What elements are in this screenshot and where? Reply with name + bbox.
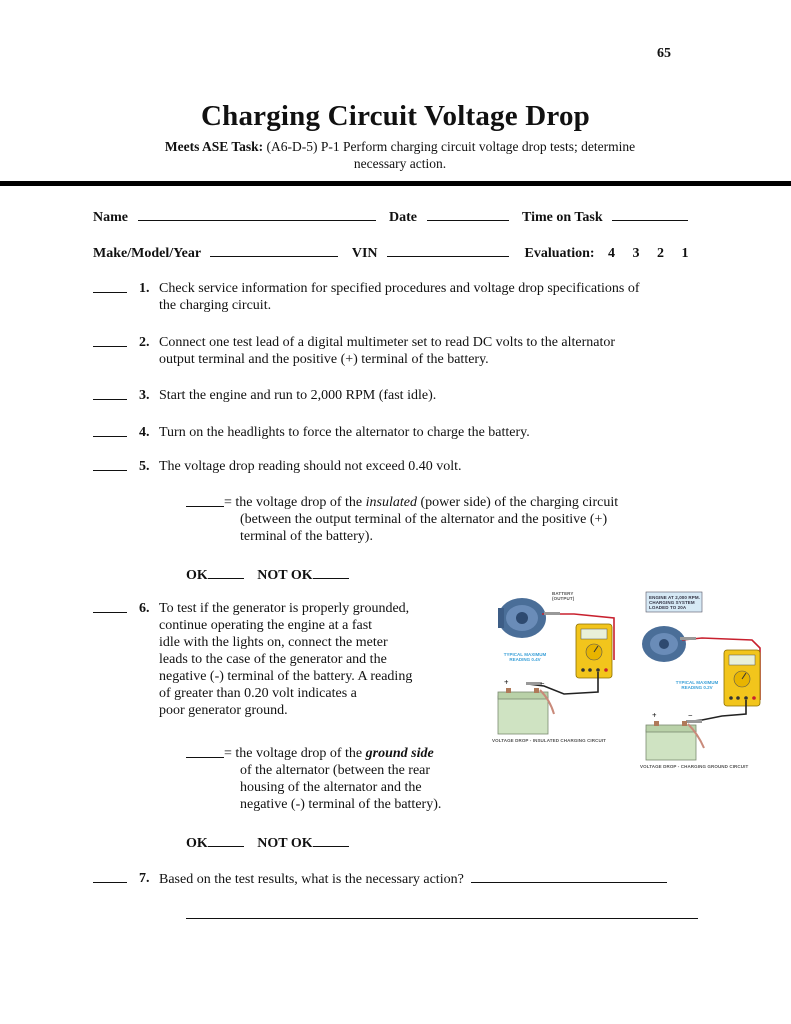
step-4-checkbox-line[interactable] — [93, 424, 127, 437]
step-text-line: the charging circuit. — [159, 298, 272, 313]
step-7-checkbox-line[interactable] — [93, 870, 127, 883]
step-text — [159, 334, 615, 368]
step-text-line: Check service information for specified procedures and voltage drop specifications of — [159, 281, 640, 296]
page-number: 65 — [657, 46, 671, 61]
evaluation-score-3[interactable]: 3 — [632, 246, 640, 261]
not-ok-field[interactable] — [313, 834, 349, 847]
info-row-2 — [93, 244, 689, 262]
sub-emphasis: ground side — [365, 746, 434, 761]
not-ok-label: NOT OK — [257, 836, 313, 851]
vin-field[interactable] — [387, 244, 509, 257]
insulated-circuit-diagram — [484, 588, 629, 758]
sub-text-line: negative (-) terminal of the battery). — [240, 797, 442, 812]
step-text: Start the engine and run to 2,000 RPM (fast idle). — [159, 388, 437, 403]
sub-text-line: (between the output terminal of the alternator and the positive (+) — [240, 512, 608, 527]
necessary-action-field[interactable] — [471, 870, 667, 883]
necessary-action-field-line-2[interactable] — [186, 918, 698, 919]
step-text-line: negative (-) terminal of the battery. A reading — [159, 669, 413, 684]
info-row-1 — [93, 208, 688, 226]
sub-text-line: terminal of the battery). — [240, 529, 373, 544]
battery-output-label: BATTERY (OUTPUT) — [552, 591, 575, 601]
svg-text:−: − — [688, 711, 693, 720]
ase-label: Meets ASE Task: — [164, 139, 264, 154]
ground-drop-field[interactable] — [186, 745, 224, 758]
multimeter-icon — [576, 624, 612, 678]
evaluation-score-1[interactable]: 1 — [681, 246, 689, 261]
ase-text: (A6-D-5) P-1 Perform charging circuit voltage drop tests; determine — [263, 139, 636, 154]
svg-text:+: + — [504, 678, 509, 687]
name-label: Name — [93, 210, 128, 225]
step-3-checkbox-line[interactable] — [93, 387, 127, 400]
date-label: Date — [389, 210, 417, 225]
svg-text:+: + — [652, 711, 657, 720]
sub-text: = the voltage drop of the — [224, 746, 366, 761]
step-number: 5. — [139, 459, 150, 474]
step-text-line: Based on the test results, what is the necessary action? — [159, 872, 464, 887]
ok-label: OK — [186, 836, 208, 851]
time-on-task-label: Time on Task — [522, 210, 603, 225]
step-text — [159, 870, 667, 888]
step-2 — [93, 334, 713, 370]
step-text-line: of greater than 0.20 volt indicates a — [159, 686, 357, 701]
multimeter-icon — [724, 650, 760, 706]
sub-emphasis: insulated — [365, 495, 417, 510]
ase-text-2: necessary action. — [353, 156, 447, 171]
step-number: 4. — [139, 425, 150, 440]
step-text-line: Connect one test lead of a digital multimeter set to read DC volts to the alternator — [159, 335, 616, 350]
engine-condition-label: ENGINE AT 2,000 RPM. CHARGING SYSTEM LOADED TO 20A — [649, 595, 701, 610]
step-6-checkbox-line[interactable] — [93, 600, 127, 613]
step-text-line: poor generator ground. — [159, 703, 288, 718]
ok-not-ok-row-2 — [186, 834, 349, 852]
step-3 — [93, 387, 713, 405]
step-number: 1. — [139, 281, 150, 296]
step-number: 3. — [139, 388, 150, 403]
make-model-year-label: Make/Model/Year — [93, 246, 201, 261]
step-text-line: leads to the case of the generator and the — [159, 652, 387, 667]
step-text: Turn on the headlights to force the alternator to charge the battery. — [159, 425, 530, 440]
make-model-year-field[interactable] — [210, 244, 338, 257]
ase-task — [100, 138, 700, 172]
vin-label: VIN — [351, 246, 378, 261]
step-text-line: output terminal and the positive (+) terminal of the battery. — [159, 352, 489, 367]
step-2-checkbox-line[interactable] — [93, 334, 127, 347]
diagram-caption: VOLTAGE DROP - CHARGING GROUND CIRCUIT — [640, 764, 749, 769]
step-text-line: continue operating the engine at a fast — [159, 618, 373, 633]
evaluation-score-2[interactable]: 2 — [657, 246, 665, 261]
sub-text: (power side) of the charging circuit — [416, 495, 619, 510]
ok-field[interactable] — [208, 566, 244, 579]
ground-circuit-diagram — [632, 588, 787, 773]
step-4 — [93, 424, 713, 442]
step-text-line: To test if the generator is properly grounded, — [159, 601, 410, 616]
step-number: 2. — [139, 335, 150, 350]
sub-text: = the voltage drop of the — [224, 495, 366, 510]
step-5-checkbox-line[interactable] — [93, 458, 127, 471]
step-text — [159, 280, 640, 314]
not-ok-label: NOT OK — [257, 568, 313, 583]
insulated-circuit-illustration — [484, 588, 629, 758]
evaluation-score-4[interactable]: 4 — [608, 246, 616, 261]
ok-field[interactable] — [208, 834, 244, 847]
not-ok-field[interactable] — [313, 566, 349, 579]
step-6 — [93, 600, 473, 724]
step-1-checkbox-line[interactable] — [93, 280, 127, 293]
typical-max-reading-label: TYPICAL MAXIMUM READING 0.4V — [503, 652, 547, 662]
ok-label: OK — [186, 568, 208, 583]
step-1 — [93, 280, 713, 316]
typical-max-reading-label: TYPICAL MAXIMUM READING 0.2V — [675, 680, 719, 690]
date-field[interactable] — [427, 208, 509, 221]
header-divider — [0, 181, 791, 186]
step-5-measurement — [186, 494, 686, 545]
time-on-task-field[interactable] — [612, 208, 688, 221]
insulated-drop-field[interactable] — [186, 494, 224, 507]
alternator-icon — [498, 598, 546, 638]
sub-text-line: housing of the alternator and the — [240, 780, 422, 795]
step-6-measurement — [186, 745, 486, 813]
battery-icon — [646, 711, 704, 760]
step-7 — [93, 870, 713, 888]
step-text: The voltage drop reading should not exceed 0.40 volt. — [159, 459, 462, 474]
svg-text:−: − — [540, 679, 545, 688]
name-field[interactable] — [138, 208, 376, 221]
evaluation-label: Evaluation: — [524, 246, 595, 261]
ok-not-ok-row-1 — [186, 566, 349, 584]
alternator-icon — [642, 626, 686, 662]
step-number: 6. — [139, 601, 150, 616]
step-number: 7. — [139, 871, 150, 886]
page-title: Charging Circuit Voltage Drop — [200, 100, 590, 132]
step-text-line: idle with the lights on, connect the meter — [159, 635, 388, 650]
sub-text-line: of the alternator (between the rear — [240, 763, 431, 778]
step-text — [159, 600, 412, 719]
diagram-caption: VOLTAGE DROP - INSULATED CHARGING CIRCUIT — [492, 738, 607, 743]
step-5 — [93, 458, 713, 476]
